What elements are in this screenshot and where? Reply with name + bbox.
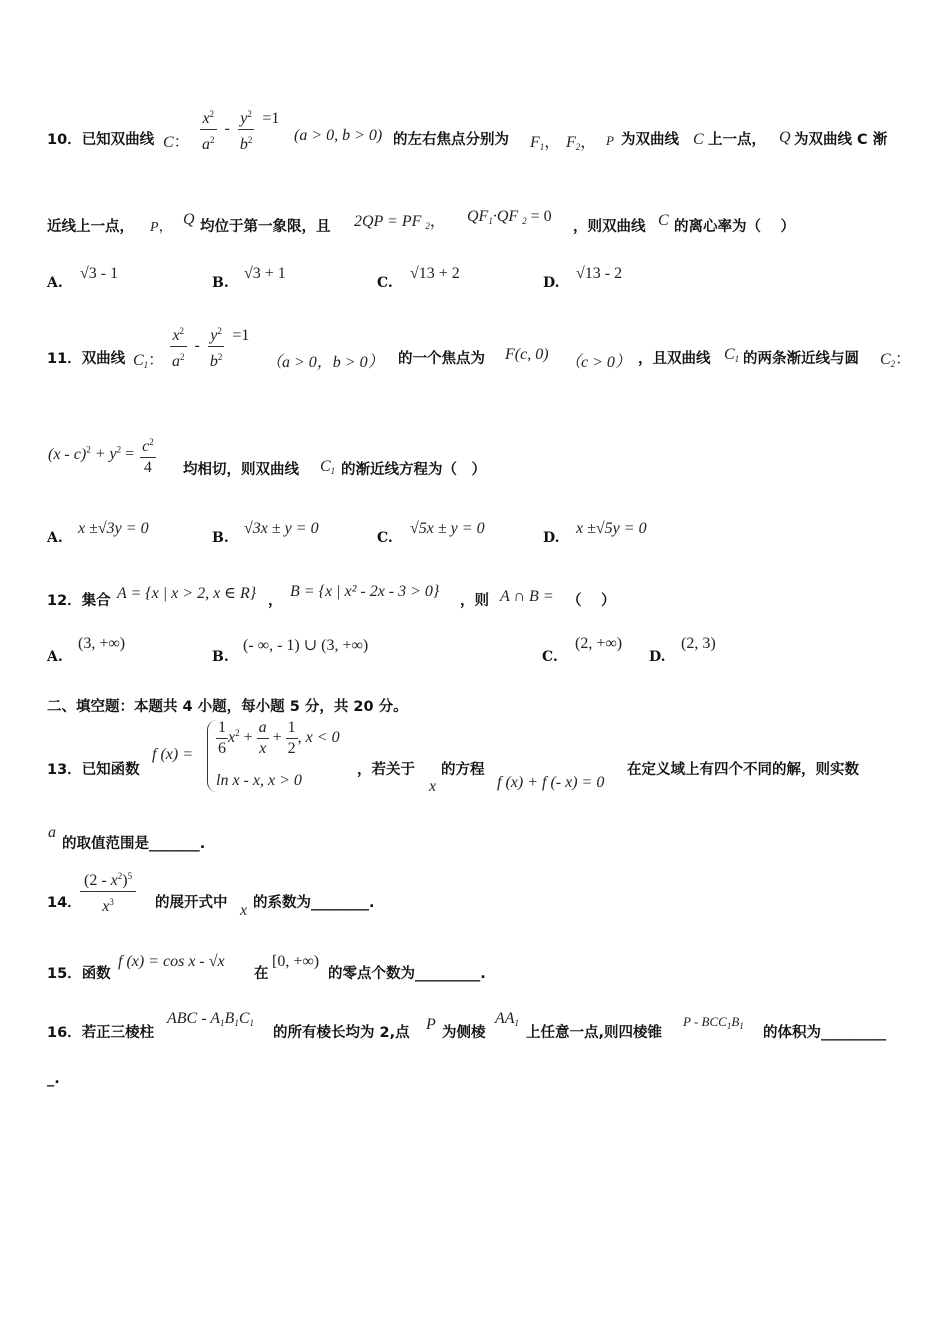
q11-option-c: √5x ± y = 0 — [410, 520, 485, 537]
q10-line2-start: 近线上一点， — [47, 219, 134, 235]
q10-vector-eq: 2QP = PF $_2$， — [354, 213, 446, 231]
q13-text-about: ，若关于 — [357, 762, 415, 778]
q10-option-b-label: B. — [212, 275, 229, 291]
q14-x: x — [240, 902, 248, 919]
q10-C-ref: C — [693, 131, 704, 148]
q10-F1: $F_1$， — [530, 134, 561, 152]
q11-option-d-label: D. — [543, 530, 560, 546]
q10-condition: (a > 0, b > 0) — [294, 127, 383, 144]
q11-C1c: $C_1$ — [320, 458, 336, 476]
q10-dot-product: $QF_1\cdot QF$ $_2$ = 0 — [467, 208, 552, 226]
q13-x: x — [429, 778, 437, 795]
q12-text-then: ，则 — [460, 593, 489, 609]
q16-text-edges: 的所有棱长均为 2,点 — [273, 1025, 410, 1041]
q13-equation: f (x) + f (- x) = 0 — [497, 774, 605, 791]
q12-intersection: A ∩ B = — [500, 588, 554, 605]
q11-condition: （a > 0，b > 0） — [266, 354, 384, 371]
q10-line2-end: 的离心率为（ ） — [674, 219, 796, 235]
q10-P: P — [606, 133, 614, 148]
q11-text-asym: 的两条渐近线与圆 — [743, 351, 859, 367]
q14-number: 14． — [47, 895, 82, 911]
q11-option-b-label: B. — [212, 530, 229, 546]
q10-option-d-label: D. — [543, 275, 560, 291]
q14-expression: $\frac{(2 - x^2)^5}{x^3}$ — [80, 866, 136, 917]
q15-number: 15．函数 — [47, 966, 111, 982]
q11-option-a-label: A. — [47, 530, 63, 546]
q11-C2: $C_2$： — [880, 351, 912, 369]
q16-text-volume: 的体积为_________ — [763, 1025, 887, 1041]
q11-text-question: 的渐近线方程为（ ） — [341, 462, 486, 478]
q10-hyperbola-equation: $\frac{x^2}{a^2}$ - $\frac{y^2}{b^2}$ =1 — [200, 104, 279, 155]
q12-question: （ ） — [567, 593, 616, 609]
q10-option-a: √3 - 1 — [80, 265, 119, 282]
q12-set-A: A = {x | x > 2, x ∈ R} — [117, 585, 257, 602]
q11-option-b: √3x ± y = 0 — [244, 520, 319, 537]
q12-option-a-label: A. — [47, 649, 63, 665]
q12-option-b: (- ∞, - 1) ∪ (3, +∞) — [243, 637, 369, 654]
q14-text-expand: 的展开式中 — [155, 895, 228, 911]
q13-function: f (x) = — [152, 746, 193, 763]
q10-option-a-label: A. — [47, 275, 63, 291]
q10-F2: $F_2$， — [566, 134, 597, 152]
q10-Q: Q — [779, 129, 791, 146]
q10-text-point: 为双曲线 — [621, 132, 679, 148]
q14-text-coef: 的系数为________. — [253, 895, 375, 911]
q13-case1: $\frac{1}{6}$ $x^2$ + $\frac{a}{x}$ + $\frac{1}{2}$ , x < 0 — [218, 719, 340, 757]
q11-focus: F(c, 0) — [505, 346, 549, 363]
q10-option-c: √13 + 2 — [410, 265, 460, 282]
q11-C1: $C_1$： — [133, 352, 165, 370]
q12-option-d: (2, 3) — [681, 635, 716, 652]
q16-tail: _. — [47, 1071, 60, 1087]
q10-line2-then: ，则双曲线 — [573, 219, 646, 235]
q10-line2-mid: 均位于第一象限，且 — [200, 219, 331, 235]
q16-P: P — [426, 1016, 436, 1033]
q10-text-foci: 的左右焦点分别为 — [393, 132, 509, 148]
q16-text-side: 为侧棱 — [442, 1025, 486, 1041]
q10-option-c-label: C. — [377, 275, 393, 291]
q16-text-pyramid: 上任意一点,则四棱锥 — [526, 1025, 663, 1041]
q13-a: a — [48, 824, 56, 841]
q10-text-asym: 为双曲线 C 渐 — [794, 132, 888, 148]
q10-C3: C — [658, 212, 669, 229]
q11-C1b: $C_1$ — [724, 346, 740, 364]
q12-option-b-label: B. — [212, 649, 229, 665]
q11-circle-equation: $(x - c)^2 + y^2$ = $\frac{c^2}{4}$ — [48, 432, 156, 478]
q11-option-a: x ±√3y = 0 — [78, 520, 149, 537]
q13-number: 13．已知函数 — [47, 762, 140, 778]
q16-edge: $AA_1$ — [495, 1010, 520, 1028]
q13-case2: ln x - x, x > 0 — [216, 772, 302, 789]
q13-text-range: 的取值范围是_______. — [62, 836, 206, 852]
q11-option-c-label: C. — [377, 530, 393, 546]
q15-function: f (x) = cos x - √x — [118, 953, 225, 970]
q10-option-d: √13 - 2 — [576, 265, 623, 282]
q11-number: 11．双曲线 — [47, 351, 126, 367]
q11-text-tangent: 均相切，则双曲线 — [183, 462, 299, 478]
q11-c-condition: （c > 0） — [565, 354, 631, 371]
q11-option-d: x ±√5y = 0 — [576, 520, 647, 537]
q12-number: 12．集合 — [47, 593, 111, 609]
q13-text-domain: 在定义域上有四个不同的解，则实数 — [627, 762, 859, 778]
q11-hyperbola-equation: $\frac{x^2}{a^2}$ - $\frac{y^2}{b^2}$ =1 — [170, 321, 249, 372]
q12-option-d-label: D. — [649, 649, 666, 665]
section-heading: 二、填空题：本题共 4 小题，每小题 5 分，共 20 分。 — [47, 699, 408, 715]
q10-option-b: √3 + 1 — [244, 265, 286, 282]
q10-number: 10．已知双曲线 — [47, 132, 155, 148]
q13-text-equation: 的方程 — [441, 762, 485, 778]
q12-sep: ， — [268, 593, 283, 609]
q12-option-c-label: C. — [542, 649, 558, 665]
q10-curve-C: C： — [163, 134, 190, 151]
q16-number: 16．若正三棱柱 — [47, 1025, 155, 1041]
q10-Q2: Q — [183, 211, 195, 228]
q15-interval: [0, +∞) — [272, 953, 320, 970]
q12-option-a: (3, +∞) — [78, 635, 126, 652]
q12-set-B: B = {x | x² - 2x - 3 > 0} — [290, 583, 440, 600]
q10-P2: P， — [150, 220, 173, 235]
q11-text-focus: 的一个焦点为 — [398, 351, 485, 367]
q11-text-and: ，且双曲线 — [638, 351, 711, 367]
q16-pyramid: P - $BCC_1B_1$ — [683, 1014, 744, 1031]
q15-text-zeros: 的零点个数为_________. — [328, 966, 486, 982]
q10-text-on: 上一点， — [708, 132, 766, 148]
q16-prism: ABC - $A_1B_1C_1$ — [167, 1010, 254, 1028]
q12-option-c: (2, +∞) — [575, 635, 623, 652]
q15-text-on: 在 — [254, 966, 269, 982]
